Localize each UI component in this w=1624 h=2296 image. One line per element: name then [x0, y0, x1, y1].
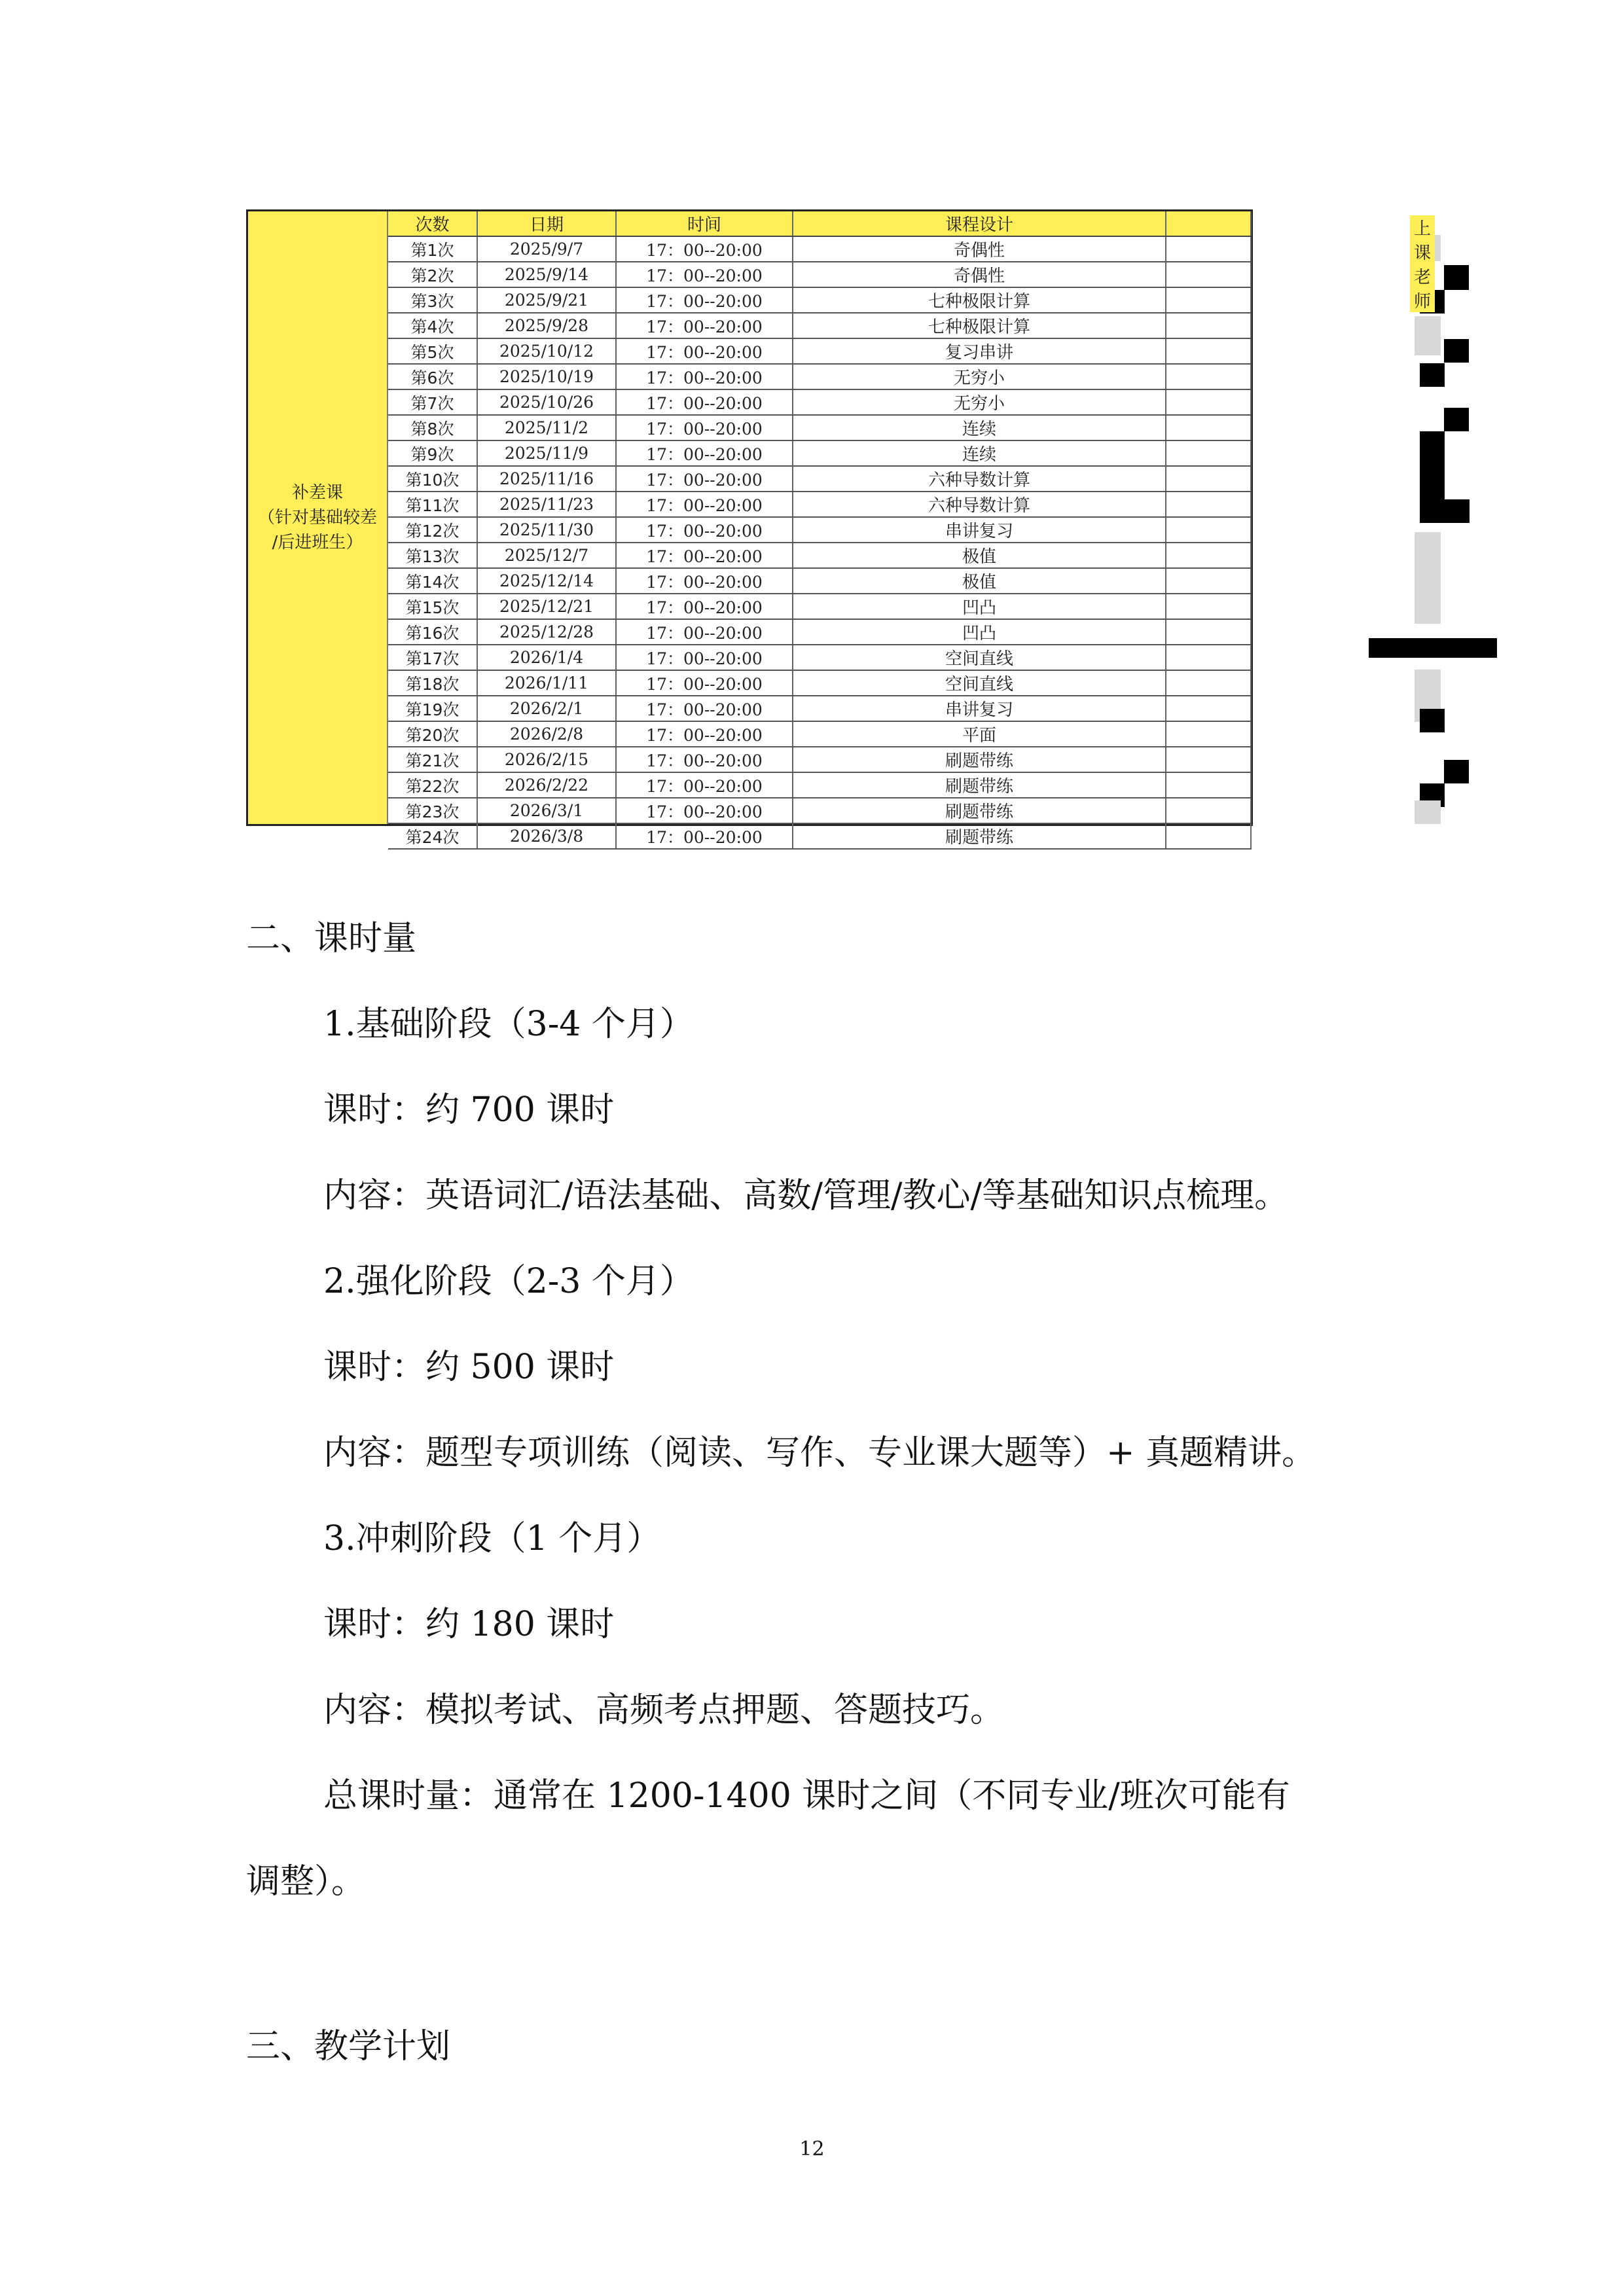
cell-date: 2025/10/19: [477, 364, 616, 389]
cell-time: 17：00--20:00: [616, 492, 793, 517]
cell-count: 第8次: [388, 415, 477, 440]
cell-teacher: [1166, 415, 1251, 440]
cell-teacher: [1166, 747, 1251, 772]
table-row: [388, 492, 1251, 517]
cell-teacher: [1166, 721, 1251, 747]
cell-count: 第14次: [388, 568, 477, 594]
table-row: [388, 568, 1251, 594]
cell-time: 17：00--20:00: [616, 721, 793, 747]
table-row: [388, 313, 1251, 338]
cell-teacher: [1166, 670, 1251, 696]
table-row: [388, 543, 1251, 568]
cell-course: 六种导数计算: [793, 466, 1166, 492]
table-row: [388, 364, 1251, 389]
cell-count: 第4次: [388, 313, 477, 338]
cell-course: 串讲复习: [793, 517, 1166, 543]
cell-teacher: [1166, 696, 1251, 721]
cell-course: 复习串讲: [793, 338, 1166, 364]
cell-course: 无穷小: [793, 364, 1166, 389]
cell-teacher: [1166, 492, 1251, 517]
table-row: [388, 338, 1251, 364]
cell-date: 2026/2/15: [477, 747, 616, 772]
total-hours-line1: 总课时量：通常在 1200-1400 课时之间（不同专业/班次可能有: [323, 1776, 1290, 1816]
cell-date: 2025/12/14: [477, 568, 616, 594]
cell-date: 2026/3/8: [477, 823, 616, 849]
cell-time: 17：00--20:00: [616, 287, 793, 313]
cell-teacher: [1166, 364, 1251, 389]
stage1-hours: 课时：约 700 课时: [323, 1090, 615, 1130]
cell-time: 17：00--20:00: [616, 313, 793, 338]
cell-date: 2026/1/11: [477, 670, 616, 696]
cell-date: 2025/10/26: [477, 389, 616, 415]
cell-time: 17：00--20:00: [616, 440, 793, 466]
cell-teacher: [1166, 389, 1251, 415]
cell-count: 第5次: [388, 338, 477, 364]
cell-count: 第7次: [388, 389, 477, 415]
cell-date: 2026/2/22: [477, 772, 616, 798]
schedule-side-label: [248, 211, 388, 824]
cell-date: 2025/11/2: [477, 415, 616, 440]
cell-course: 空间直线: [793, 645, 1166, 670]
cell-time: 17：00--20:00: [616, 798, 793, 823]
cell-time: 17：00--20:00: [616, 389, 793, 415]
cell-teacher: [1166, 619, 1251, 645]
cell-course: 极值: [793, 543, 1166, 568]
cell-date: 2025/11/23: [477, 492, 616, 517]
table-header-row: [388, 211, 1251, 236]
cell-date: 2025/9/21: [477, 287, 616, 313]
cell-count: 第13次: [388, 543, 477, 568]
cell-date: 2026/1/4: [477, 645, 616, 670]
cell-course: 奇偶性: [793, 236, 1166, 262]
table-row: [388, 696, 1251, 721]
cell-date: 2025/9/14: [477, 262, 616, 287]
table-row: [388, 440, 1251, 466]
cell-count: 第2次: [388, 262, 477, 287]
cell-time: 17：00--20:00: [616, 619, 793, 645]
cell-count: 第15次: [388, 594, 477, 619]
table-row: [388, 517, 1251, 543]
table-row: [388, 262, 1251, 287]
side-label-text: 补差课 （针对基础较差 /后进班生）: [257, 483, 377, 552]
cell-course: 连续: [793, 440, 1166, 466]
cell-time: 17：00--20:00: [616, 338, 793, 364]
schedule-body: [388, 236, 1251, 849]
cell-date: 2025/12/7: [477, 543, 616, 568]
cell-time: 17：00--20:00: [616, 262, 793, 287]
cell-date: 2025/10/12: [477, 338, 616, 364]
cell-teacher: [1166, 338, 1251, 364]
cell-time: 17：00--20:00: [616, 364, 793, 389]
cell-count: 第16次: [388, 619, 477, 645]
table-row: [388, 645, 1251, 670]
cell-teacher: [1166, 543, 1251, 568]
cell-course: 刷题带练: [793, 772, 1166, 798]
section-heading-hours: 二、课时量: [246, 919, 417, 958]
table-row: [388, 823, 1251, 849]
cell-date: 2026/2/8: [477, 721, 616, 747]
table-row: [388, 721, 1251, 747]
stage3-content: 内容：模拟考试、高频考点押题、答题技巧。: [323, 1691, 1005, 1730]
cell-course: 刷题带练: [793, 798, 1166, 823]
cell-date: 2025/9/7: [477, 236, 616, 262]
table-row: [388, 594, 1251, 619]
cell-time: 17：00--20:00: [616, 543, 793, 568]
cell-count: 第18次: [388, 670, 477, 696]
cell-count: 第9次: [388, 440, 477, 466]
schedule-table: [388, 211, 1252, 850]
cell-teacher: [1166, 645, 1251, 670]
table-row: [388, 670, 1251, 696]
cell-count: 第22次: [388, 772, 477, 798]
cell-teacher: [1166, 823, 1251, 849]
cell-course: 刷题带练: [793, 747, 1166, 772]
cell-count: 第19次: [388, 696, 477, 721]
cell-count: 第24次: [388, 823, 477, 849]
cell-count: 第3次: [388, 287, 477, 313]
cell-course: 凹凸: [793, 619, 1166, 645]
teacher-header-label: 上课老师: [1410, 215, 1435, 312]
cell-teacher: [1166, 236, 1251, 262]
stage1-content: 内容：英语词汇/语法基础、高数/管理/教心/等基础知识点梳理。: [323, 1176, 1289, 1215]
section-heading-plan: 三、教学计划: [246, 2027, 451, 2066]
stage2-hours: 课时：约 500 课时: [323, 1348, 615, 1387]
table-row: [388, 466, 1251, 492]
cell-count: 第23次: [388, 798, 477, 823]
cell-teacher: [1166, 594, 1251, 619]
cell-time: 17：00--20:00: [616, 568, 793, 594]
table-row: [388, 415, 1251, 440]
cell-course: 串讲复习: [793, 696, 1166, 721]
cell-time: 17：00--20:00: [616, 415, 793, 440]
cell-count: 第21次: [388, 747, 477, 772]
table-row: [388, 798, 1251, 823]
stage3-hours: 课时：约 180 课时: [323, 1605, 615, 1644]
cell-time: 17：00--20:00: [616, 517, 793, 543]
cell-teacher: [1166, 772, 1251, 798]
cell-count: 第11次: [388, 492, 477, 517]
cell-teacher: [1166, 568, 1251, 594]
cell-course: 七种极限计算: [793, 287, 1166, 313]
cell-course: 空间直线: [793, 670, 1166, 696]
cell-teacher: [1166, 262, 1251, 287]
cell-date: 2025/9/28: [477, 313, 616, 338]
cell-course: 刷题带练: [793, 823, 1166, 849]
cell-time: 17：00--20:00: [616, 670, 793, 696]
cell-course: 奇偶性: [793, 262, 1166, 287]
col-header-date: 日期: [477, 211, 616, 236]
schedule-grid: [388, 211, 1251, 848]
cell-time: 17：00--20:00: [616, 823, 793, 849]
cell-teacher: [1166, 440, 1251, 466]
cell-course: 平面: [793, 721, 1166, 747]
col-header-count: 次数: [388, 211, 477, 236]
cell-time: 17：00--20:00: [616, 594, 793, 619]
cell-count: 第12次: [388, 517, 477, 543]
cell-course: 七种极限计算: [793, 313, 1166, 338]
cell-course: 凹凸: [793, 594, 1166, 619]
total-hours-line2: 调整）。: [246, 1862, 366, 1901]
cell-time: 17：00--20:00: [616, 696, 793, 721]
cell-date: 2025/11/9: [477, 440, 616, 466]
cell-course: 六种导数计算: [793, 492, 1166, 517]
cell-count: 第17次: [388, 645, 477, 670]
cell-time: 17：00--20:00: [616, 772, 793, 798]
schedule-table-image: [246, 209, 1432, 848]
col-header-teacher: [1166, 211, 1251, 236]
cell-teacher: [1166, 466, 1251, 492]
cell-date: 2026/3/1: [477, 798, 616, 823]
stage1-title: 1.基础阶段（3-4 个月）: [323, 1005, 694, 1044]
stage2-title: 2.强化阶段（2-3 个月）: [323, 1262, 694, 1301]
cell-count: 第1次: [388, 236, 477, 262]
cell-time: 17：00--20:00: [616, 466, 793, 492]
cell-date: 2026/2/1: [477, 696, 616, 721]
cell-teacher: [1166, 798, 1251, 823]
cell-time: 17：00--20:00: [616, 747, 793, 772]
stage2-content: 内容：题型专项训练（阅读、写作、专业课大题等）+ 真题精讲。: [323, 1433, 1316, 1473]
table-row: [388, 389, 1251, 415]
cell-date: 2025/12/28: [477, 619, 616, 645]
cell-time: 17：00--20:00: [616, 645, 793, 670]
cell-count: 第6次: [388, 364, 477, 389]
col-header-time: 时间: [616, 211, 793, 236]
cell-teacher: [1166, 287, 1251, 313]
cell-count: 第20次: [388, 721, 477, 747]
cell-time: 17：00--20:00: [616, 236, 793, 262]
cell-date: 2025/11/30: [477, 517, 616, 543]
cell-teacher: [1166, 517, 1251, 543]
cell-course: 连续: [793, 415, 1166, 440]
cell-date: 2025/12/21: [477, 594, 616, 619]
cell-date: 2025/11/16: [477, 466, 616, 492]
cell-count: 第10次: [388, 466, 477, 492]
col-header-course: 课程设计: [793, 211, 1166, 236]
stage3-title: 3.冲刺阶段（1 个月）: [323, 1519, 661, 1558]
table-row: [388, 772, 1251, 798]
cell-teacher: [1166, 313, 1251, 338]
table-row: [388, 619, 1251, 645]
table-row: [388, 747, 1251, 772]
cell-course: 无穷小: [793, 389, 1166, 415]
table-row: [388, 236, 1251, 262]
page-number: 12: [799, 2138, 825, 2161]
cell-course: 极值: [793, 568, 1166, 594]
table-row: [388, 287, 1251, 313]
